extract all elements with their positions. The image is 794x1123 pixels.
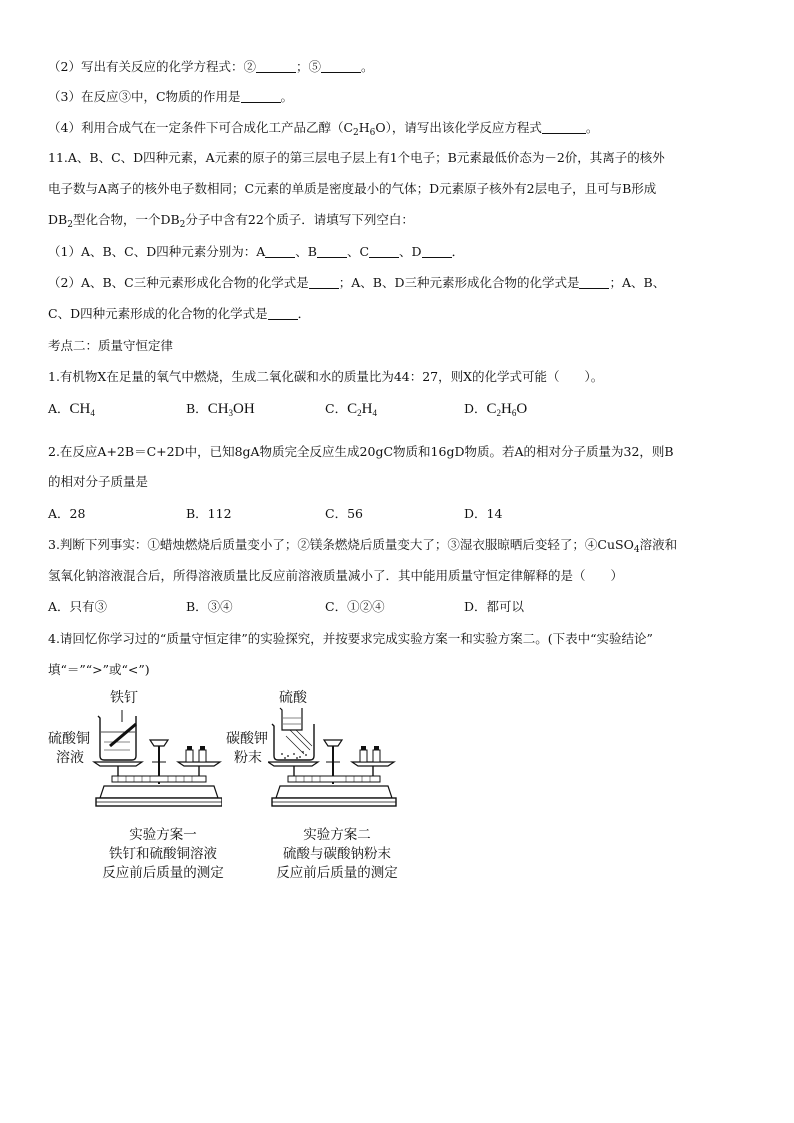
answer-blank[interactable] [268, 306, 298, 320]
mc2-stem-line1: 2.在反应A+2B＝C+2D中，已知8gA物质完全反应生成20gC物质和16gD物质。若A的相对分子质量为32，则B [48, 444, 674, 459]
mc3-option-b[interactable]: B．③④ [186, 599, 233, 614]
q11-stem-line1: 11.A、B、C、D四种元素，A元素的原子的第三层电子层上有1个电子；B元素最低价态为－2价，其离子的核外 [48, 150, 665, 165]
mc1-option-c[interactable]: C．$C_2H_4$ [325, 401, 377, 418]
mc3-stem-line2: 氢氧化钠溶液混合后，所得溶液质量比反应前溶液质量减小了．其中能用质量守恒定律解释的是（ ） [48, 568, 624, 583]
plan2-label-acid: 硫酸 [279, 690, 307, 706]
q11-stem-line3: $DB_2$型化合物，一个$DB_2$分子中含有22个质子．请填写下列空白： [48, 212, 414, 230]
plan1-caption: 实验方案一 铁钉和硫酸铜溶液 反应前后质量的测定 [102, 827, 224, 881]
answer-blank[interactable] [265, 244, 295, 258]
plan1-balance-diagram [92, 702, 222, 812]
mc3-stem-line1: 3.判断下列事实：①蜡烛燃烧后质量变小了；②镁条燃烧后质量变大了；③湿衣服晾晒后变轻了；④CuSO$_4$溶液和 [48, 537, 678, 555]
mc1-stem: 1.有机物X在足量的氧气中燃烧，生成二氧化碳和水的质量比为44：27，则X的化学式可能（ ）。 [48, 369, 604, 384]
q10-part3: （3）在反应③中，C物质的作用是 。 [48, 89, 294, 104]
answer-blank[interactable] [317, 244, 347, 258]
q10-part4: （4）利用合成气在一定条件下可合成化工产品乙醇$(C_2H_6O)$，请写出该化学反应方程式 。 [48, 120, 599, 138]
mc3-option-d[interactable]: D．都可以 [464, 599, 525, 614]
mc2-option-a[interactable]: A．28 [48, 506, 86, 521]
mc3-option-c[interactable]: C．①②④ [325, 599, 385, 614]
answer-blank[interactable] [309, 275, 339, 289]
plan2-caption: 实验方案二 硫酸与碳酸钠粉末 反应前后质量的测定 [276, 827, 398, 881]
answer-blank[interactable] [321, 59, 361, 73]
q10-part2: （2）写出有关反应的化学方程式：② ；⑤ 。 [48, 59, 374, 74]
plan2-label-powder-2: 粉末 [234, 750, 262, 766]
q11-part1: （1）A、B、C、D四种元素分别为：A 、B 、C 、D ． [48, 244, 465, 259]
plan2-balance-diagram [268, 702, 398, 812]
mc2-option-b[interactable]: B．112 [186, 506, 232, 521]
answer-blank[interactable] [422, 244, 452, 258]
q4-stem-line2: 填“＝”“>”或“<”) [48, 662, 150, 677]
plan2-label-powder: 碳酸钾 [226, 731, 268, 747]
mc2-option-d[interactable]: D．14 [464, 506, 503, 521]
mc2-stem-line2: 的相对分子质量是 [48, 474, 149, 489]
mc3-option-a[interactable]: A．只有③ [48, 599, 108, 614]
answer-blank[interactable] [542, 120, 586, 134]
q11-part2-line1: （2）A、B、C三种元素形成化合物的化学式是 ；A、B、D三种元素形成化合物的化学式是 ；A、B、 [48, 275, 666, 290]
plan1-label-nail: 铁钉 [110, 690, 138, 706]
plan1-label-solution: 硫酸铜 [48, 731, 90, 747]
q11-part2-line2: C、D四种元素形成的化合物的化学式是 ． [48, 306, 311, 321]
q4-stem-line1: 4.请回忆你学习过的“质量守恒定律”的实验探究，并按要求完成实验方案一和实验方案二。(下表中“实验结论” [48, 631, 653, 646]
answer-blank[interactable] [241, 89, 281, 103]
plan1-label-solution-2: 溶液 [56, 750, 84, 766]
answer-blank[interactable] [579, 275, 609, 289]
mc1-option-a[interactable]: A．$CH_4$ [48, 401, 95, 418]
q11-stem-line2: 电子数与A离子的核外电子数相同；C元素的单质是密度最小的气体；D元素原子核外有2层电子，且可与B形成 [48, 181, 657, 196]
mc1-option-b[interactable]: B．$CH_3OH$ [186, 401, 255, 418]
mc2-option-c[interactable]: C．56 [325, 506, 363, 521]
answer-blank[interactable] [256, 59, 296, 73]
answer-blank[interactable] [369, 244, 399, 258]
section-title: 考点二：质量守恒定律 [48, 338, 174, 353]
mc1-option-d[interactable]: D．$C_2H_6O$ [464, 401, 528, 418]
